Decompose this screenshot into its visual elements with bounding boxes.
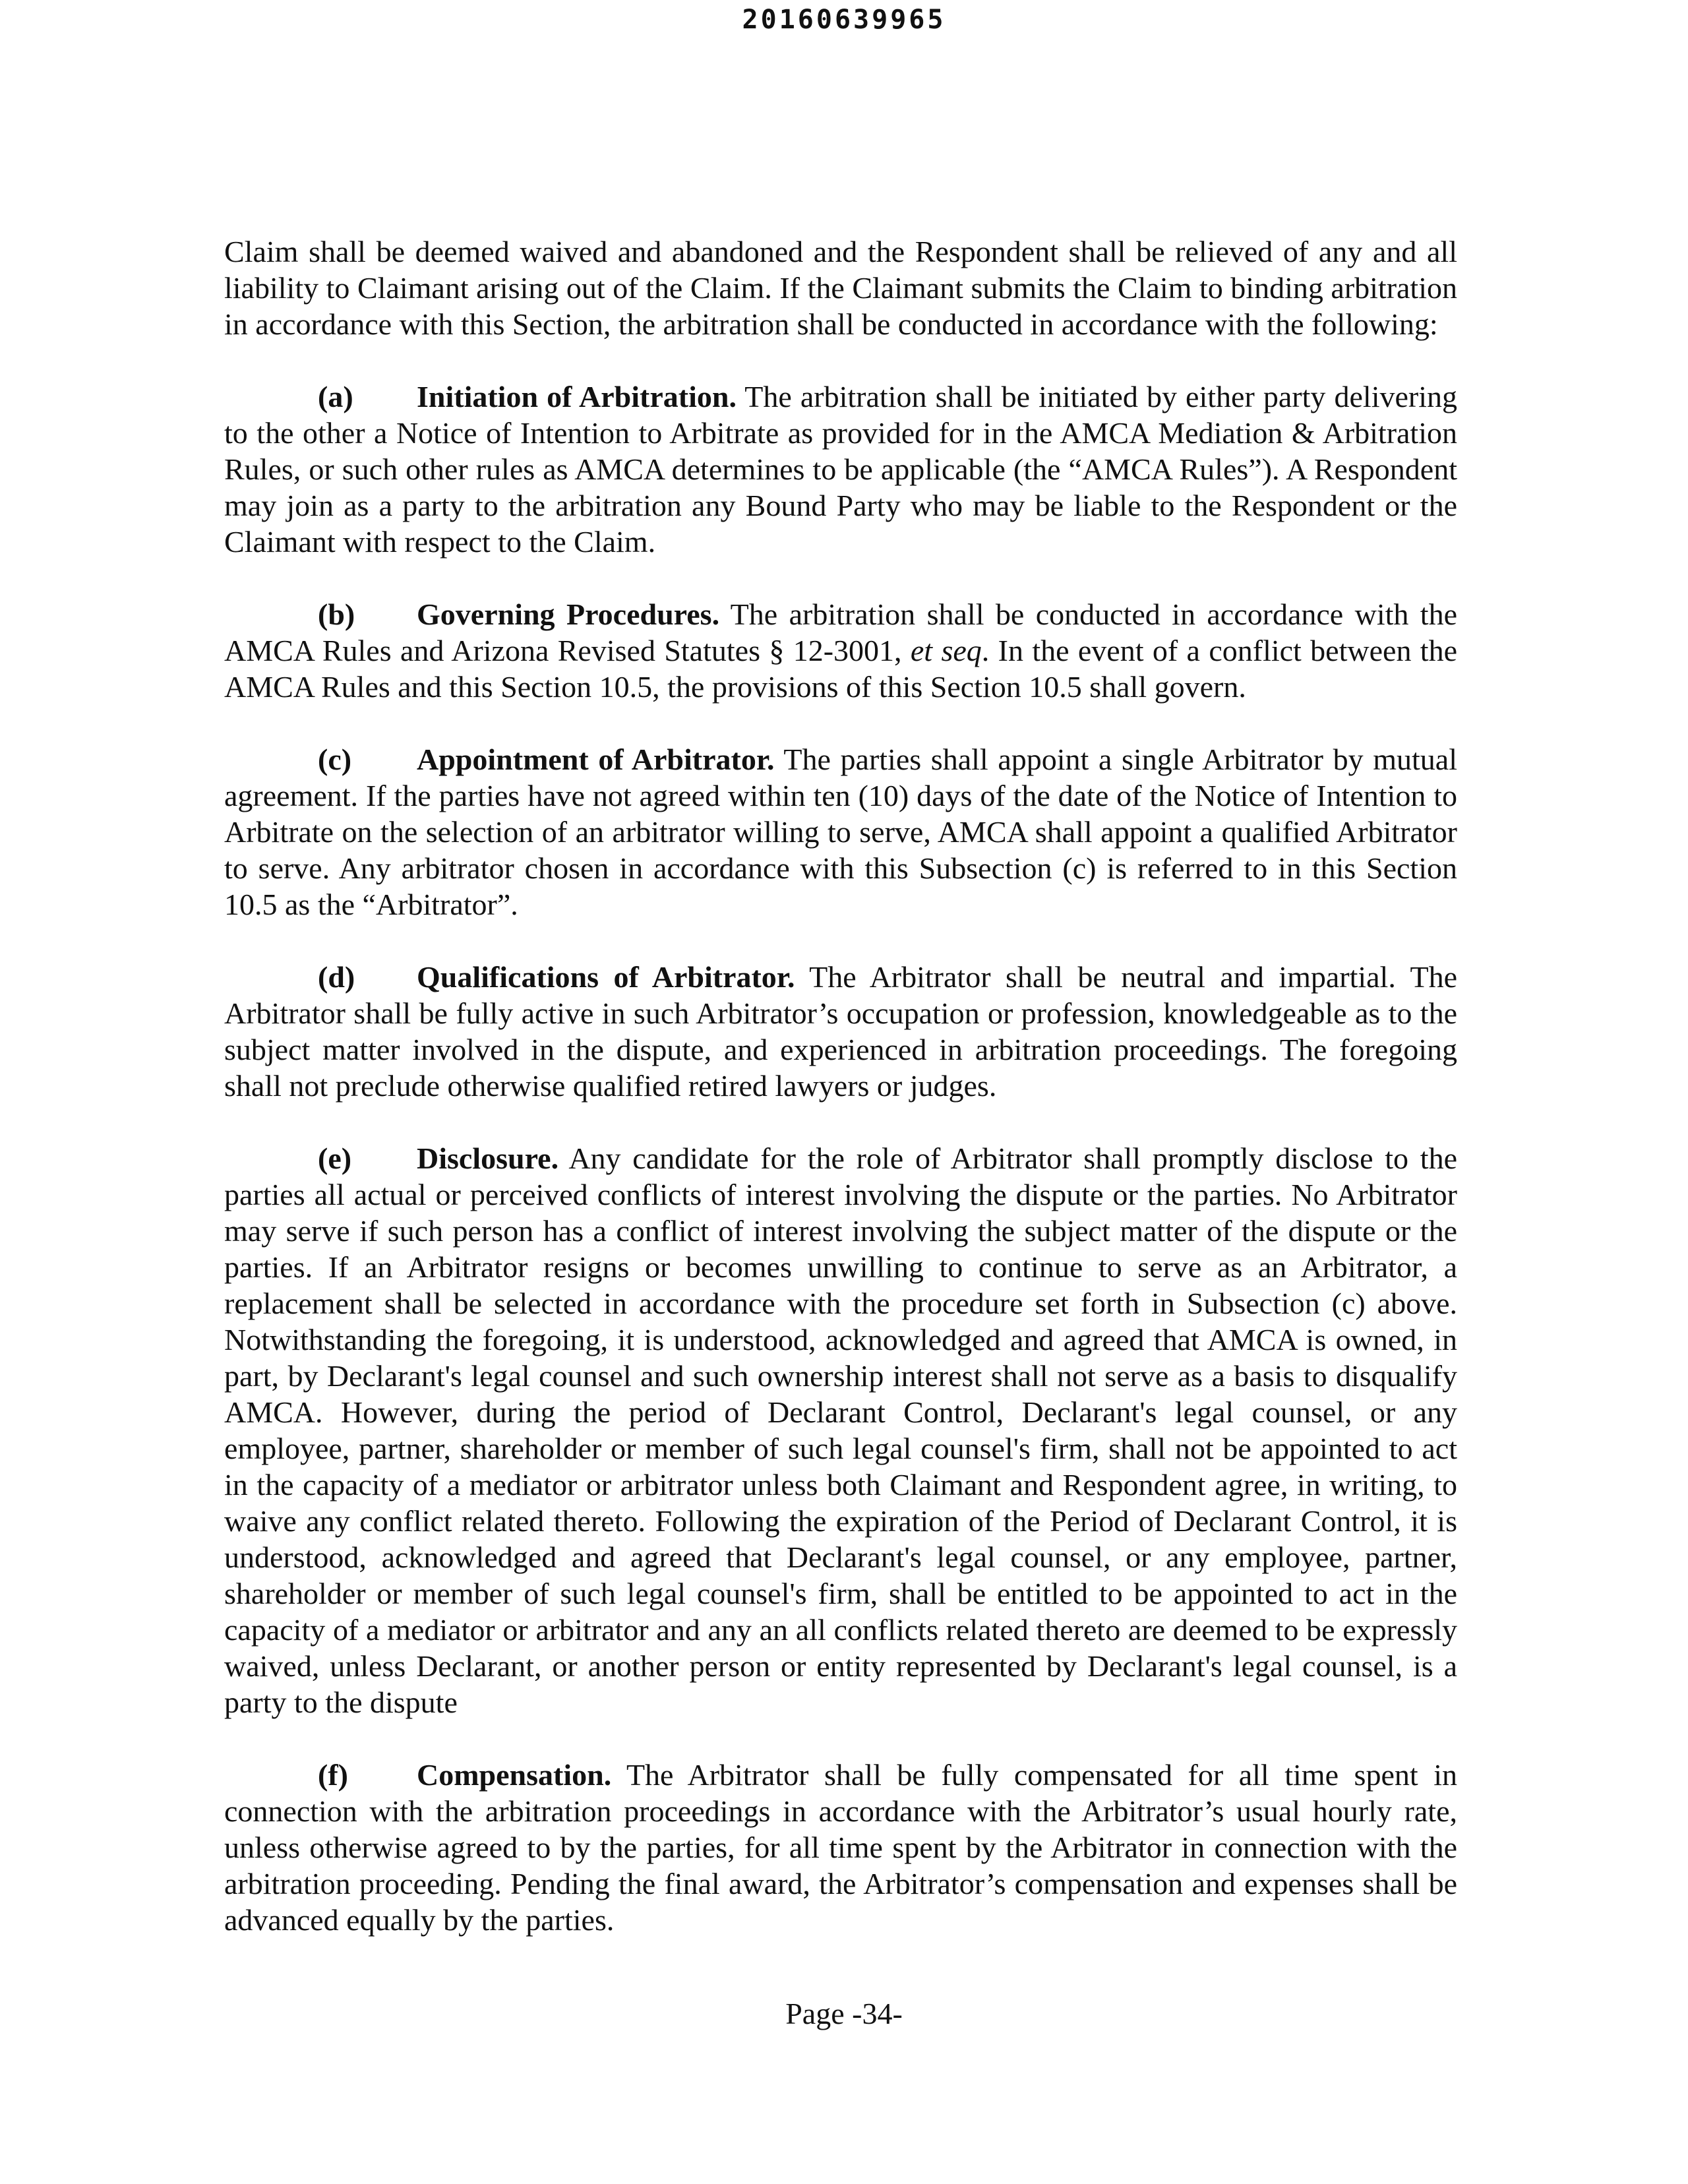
section-body: The arbitration shall be conducted in accordance with the AMCA Rules and Arizona Revised Statutes § 12-3001, [224, 597, 1458, 667]
section-heading: Governing Procedures. [417, 597, 720, 631]
section-body: The Arbitrator shall be fully compensated for all time spent in connection with the arbitration proceedings in accordance with the Arbitrator’s usual hourly rate, unless otherwise agreed to by the parties, for all time spent by the Arbitrator in connection with the arbitration proceeding. Pending the final award, the Arbitrator’s compensation and expenses shall be advanced equally by the parties. [224, 1758, 1457, 1937]
section-e-paragraph [224, 1140, 1457, 1720]
section-label: (b) [318, 597, 355, 631]
page-number: Page -34- [785, 1997, 903, 2030]
section-heading: Initiation of Arbitration. [417, 380, 737, 413]
section-body: The arbitration shall be initiated by either party delivering to the other a Notice of Intention to Arbitrate as provided for in the AMCA Mediation & Arbitration Rules, or such other rules as AMCA determines to be applicable (the “AMCA Rules”). A Respondent may join as a party to the arbitration any Bound Party who may be liable to the Respondent or the Claimant with respect to the Claim. [224, 380, 1457, 559]
section-body: The Arbitrator shall be neutral and impartial. The Arbitrator shall be fully active in such Arbitrator’s occupation or profession, knowledgeable as to the subject matter involved in the dispute, and experienced in arbitration proceedings. The foregoing shall not preclude otherwise qualified retired lawyers or judges. [224, 960, 1457, 1103]
section-body-italic: et seq [910, 634, 982, 667]
section-label: (f) [318, 1758, 348, 1792]
section-label: (c) [318, 743, 352, 776]
section-heading: Compensation. [417, 1758, 612, 1792]
section-body: Any candidate for the role of Arbitrator shall promptly disclose to the parties all actual or perceived conflicts of interest involving the dispute or the parties. No Arbitrator may serve if such person has a conflict of interest involving the subject matter of the dispute or the parties. If an Arbitrator resigns or becomes unwilling to continue to serve as an Arbitrator, a replacement shall be selected in accordance with the procedure set forth in Subsection (c) above. Notwithstanding the foregoing, it is understood, acknowledged and agreed that AMCA is owned, in part, by Declarant's legal counsel and such ownership interest shall not serve as a basis to disqualify AMCA. However, during the period of Declarant Control, Declarant's legal counsel, or any employee, partner, shareholder or member of such legal counsel's firm, shall not be appointed to act in the capacity of a mediator or arbitrator unless both Claimant and Respondent agree, in writing, to waive any conflict related thereto. Following the expiration of the Period of Declarant Control, it is understood, acknowledged and agreed that Declarant's legal counsel, or any employee, partner, shareholder or member of such legal counsel's firm, shall be entitled to be appointed to act in the capacity of a mediator or arbitrator and any an all conflicts related thereto are deemed to be expressly waived, unless Declarant, or another person or entity represented by Declarant's legal counsel, is a party to the dispute [224, 1141, 1457, 1719]
section-label: (a) [318, 380, 353, 413]
section-heading: Qualifications of Arbitrator. [417, 960, 795, 994]
section-a-paragraph [224, 379, 1457, 560]
document-number: 20160639965 [742, 5, 946, 35]
section-label: (d) [318, 960, 355, 994]
section-heading: Appointment of Arbitrator. [417, 743, 775, 776]
section-f-paragraph [224, 1757, 1457, 1938]
section-b-paragraph [224, 596, 1457, 705]
section-c-paragraph [224, 741, 1457, 923]
section-body: The parties shall appoint a single Arbitrator by mutual agreement. If the parties have not agreed within ten (10) days of the date of the Notice of Intention to Arbitrate on the selection of an arbitrator willing to serve, AMCA shall appoint a qualified Arbitrator to serve. Any arbitrator chosen in accordance with this Subsection (c) is referred to in this Section 10.5 as the “Arbitrator”. [224, 743, 1458, 921]
intro-paragraph: Claim shall be deemed waived and abandoned and the Respondent shall be relieved of any and all liability to Claimant arising out of the Claim. If the Claimant submits the Claim to binding arbitration in accordance with this Section, the arbitration shall be conducted in accordance with the following: [224, 235, 1457, 341]
document-body [224, 233, 1457, 1974]
section-label: (e) [318, 1141, 352, 1175]
section-heading: Disclosure. [417, 1141, 559, 1175]
section-d-paragraph [224, 959, 1457, 1104]
section-body: . In the event of a conflict between the AMCA Rules and this Section 10.5, the provisions of this Section 10.5 shall govern. [224, 634, 1457, 704]
